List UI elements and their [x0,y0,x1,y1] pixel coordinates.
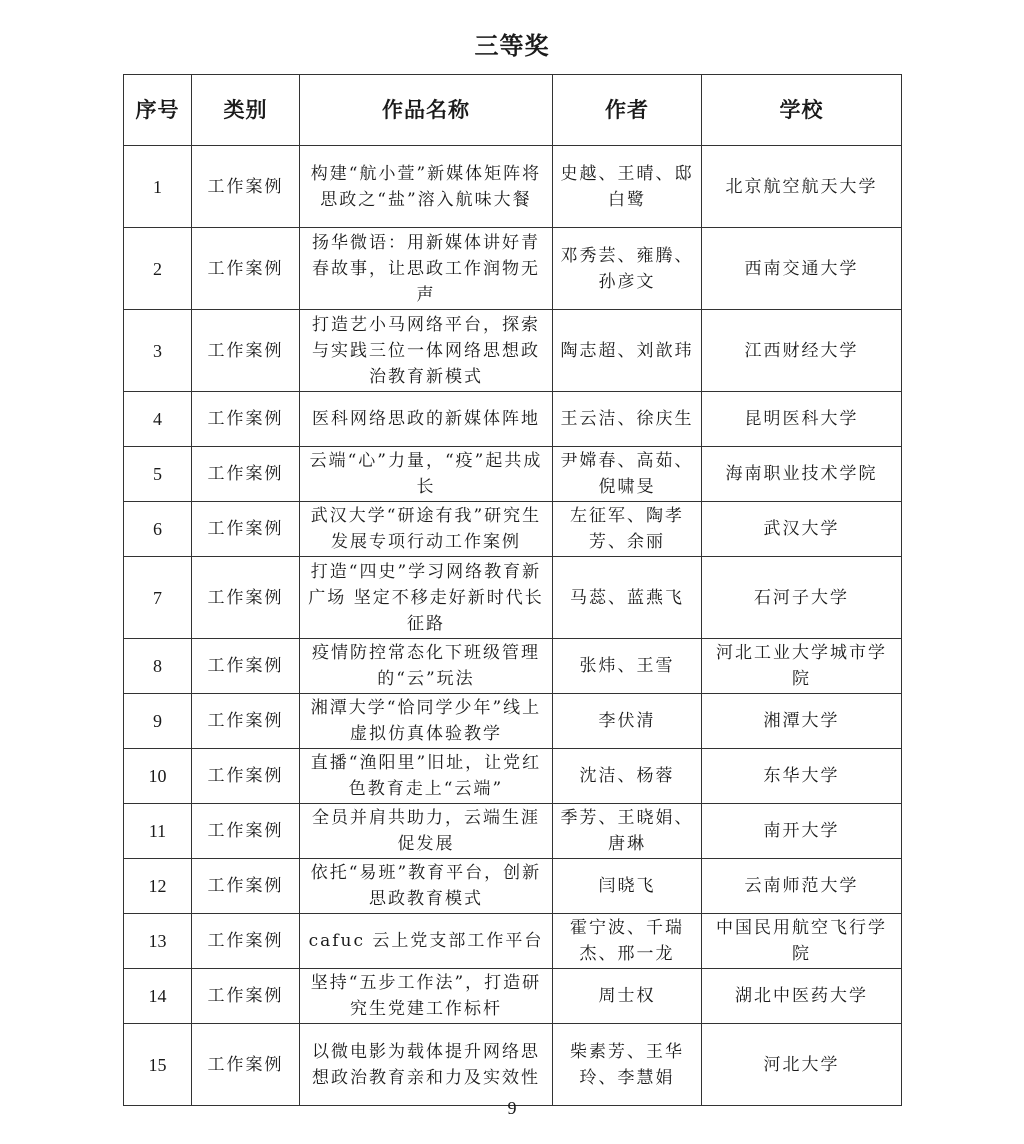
cell-category: 工作案例 [192,228,300,310]
table-row [124,914,902,969]
cell-no: 5 [124,447,192,502]
cell-author: 尹嫦春、高茹、倪啸旻 [553,447,702,502]
cell-title: 构建“航小萱”新媒体矩阵将思政之“盐”溶入航味大餐 [300,146,553,228]
cell-school: 南开大学 [702,804,902,859]
cell-school: 东华大学 [702,749,902,804]
cell-school: 云南师范大学 [702,859,902,914]
cell-author: 王云洁、徐庆生 [553,392,702,447]
table-row [124,228,902,310]
cell-title: 依托“易班”教育平台，创新思政教育模式 [300,859,553,914]
cell-no: 4 [124,392,192,447]
cell-author: 邓秀芸、雍腾、孙彦文 [553,228,702,310]
table-header-row [124,75,902,146]
header-category: 类别 [192,75,300,146]
cell-no: 12 [124,859,192,914]
cell-no: 3 [124,310,192,392]
cell-school: 湖北中医药大学 [702,969,902,1024]
header-author: 作者 [553,75,702,146]
cell-no: 10 [124,749,192,804]
cell-author: 周士权 [553,969,702,1024]
cell-category: 工作案例 [192,392,300,447]
table-row [124,749,902,804]
cell-category: 工作案例 [192,639,300,694]
cell-category: 工作案例 [192,969,300,1024]
cell-author: 张炜、王雪 [553,639,702,694]
cell-school: 河北工业大学城市学院 [702,639,902,694]
header-no: 序号 [124,75,192,146]
cell-no: 15 [124,1024,192,1106]
cell-no: 14 [124,969,192,1024]
header-title: 作品名称 [300,75,553,146]
cell-author: 史越、王晴、邸白鹭 [553,146,702,228]
cell-category: 工作案例 [192,146,300,228]
cell-title: 湘潭大学“恰同学少年”线上虚拟仿真体验教学 [300,694,553,749]
page-number: 9 [507,1098,517,1118]
cell-category: 工作案例 [192,749,300,804]
table-row [124,969,902,1024]
cell-school: 海南职业技术学院 [702,447,902,502]
cell-school: 湘潭大学 [702,694,902,749]
table-row [124,804,902,859]
cell-title: 打造艺小马网络平台，探索与实践三位一体网络思想政治教育新模式 [300,310,553,392]
cell-school: 江西财经大学 [702,310,902,392]
cell-school: 中国民用航空飞行学院 [702,914,902,969]
table-row [124,502,902,557]
cell-category: 工作案例 [192,310,300,392]
cell-title: 以微电影为载体提升网络思想政治教育亲和力及实效性 [300,1024,553,1106]
cell-author: 闫晓飞 [553,859,702,914]
cell-author: 霍宁波、千瑞杰、邢一龙 [553,914,702,969]
cell-no: 7 [124,557,192,639]
cell-author: 左征军、陶孝芳、余丽 [553,502,702,557]
cell-category: 工作案例 [192,1024,300,1106]
cell-author: 马蕊、蓝燕飞 [553,557,702,639]
table-row [124,447,902,502]
cell-title: 打造“四史”学习网络教育新广场 坚定不移走好新时代长征路 [300,557,553,639]
cell-title: 全员并肩共助力，云端生涯促发展 [300,804,553,859]
cell-school: 西南交通大学 [702,228,902,310]
table-row [124,859,902,914]
table-row [124,694,902,749]
table-row [124,1024,902,1106]
cell-title: 武汉大学“研途有我”研究生发展专项行动工作案例 [300,502,553,557]
cell-title: 扬华微语：用新媒体讲好青春故事，让思政工作润物无声 [300,228,553,310]
cell-school: 河北大学 [702,1024,902,1106]
cell-title: 坚持“五步工作法”，打造研究生党建工作标杆 [300,969,553,1024]
cell-title: 云端“心”力量，“疫”起共成长 [300,447,553,502]
cell-author: 季芳、王晓娟、唐琳 [553,804,702,859]
cell-author: 柴素芳、王华玲、李慧娟 [553,1024,702,1106]
header-school: 学校 [702,75,902,146]
cell-author: 陶志超、刘歆玮 [553,310,702,392]
table-row [124,557,902,639]
cell-category: 工作案例 [192,447,300,502]
table-row [124,639,902,694]
cell-no: 11 [124,804,192,859]
table-row [124,392,902,447]
awards-table [123,74,902,1106]
cell-no: 2 [124,228,192,310]
table-row [124,146,902,228]
cell-category: 工作案例 [192,557,300,639]
cell-no: 6 [124,502,192,557]
cell-category: 工作案例 [192,859,300,914]
cell-school: 昆明医科大学 [702,392,902,447]
cell-no: 13 [124,914,192,969]
cell-category: 工作案例 [192,914,300,969]
page-title: 三等奖 [474,32,550,60]
cell-category: 工作案例 [192,804,300,859]
cell-school: 北京航空航天大学 [702,146,902,228]
cell-author: 李伏清 [553,694,702,749]
cell-category: 工作案例 [192,502,300,557]
cell-school: 武汉大学 [702,502,902,557]
cell-title: 医科网络思政的新媒体阵地 [300,392,553,447]
cell-title: 疫情防控常态化下班级管理的“云”玩法 [300,639,553,694]
cell-title: cafuc 云上党支部工作平台 [300,914,553,969]
cell-category: 工作案例 [192,694,300,749]
cell-author: 沈洁、杨蓉 [553,749,702,804]
cell-no: 1 [124,146,192,228]
cell-school: 石河子大学 [702,557,902,639]
cell-no: 9 [124,694,192,749]
table-row [124,310,902,392]
cell-title: 直播“渔阳里”旧址，让党红色教育走上“云端” [300,749,553,804]
cell-no: 8 [124,639,192,694]
